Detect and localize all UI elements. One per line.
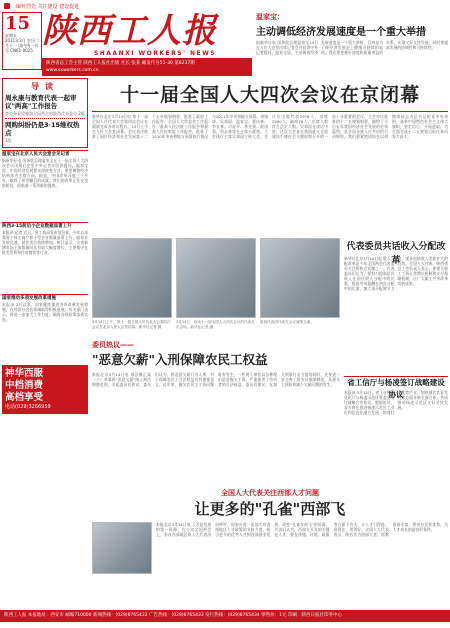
footer-bar: 陕西工人报 本报地址：西安市 邮编710000 新闻热线：(029)8765432 广告热线：(029)8765433 发行热线：(029)8765434 零售价：1元 印刷：陕西日报社印务中心 bbox=[0, 610, 450, 622]
strip-dot-icon bbox=[4, 3, 10, 9]
ad-line-2: 中档消费 bbox=[5, 380, 44, 391]
right-section-headline[interactable]: 省工信厅与杨凌签订战略建设协议 bbox=[344, 376, 448, 388]
left-section-headline[interactable]: 国家推动多项发展改革措施 bbox=[2, 294, 88, 302]
masthead-info-bar: 陕西省总工会主管 陕西工人报社出版 社长 张某 邮发代号51-30 第8237期 www.sxworkers.com.cn bbox=[42, 58, 252, 76]
guide-box bbox=[2, 78, 88, 148]
guide-item-sub: 李克强看望参加全国两会的陕西代表委员 2版 bbox=[5, 111, 85, 116]
bottom-kicker: 全国人大代表关注西部人才问题 bbox=[221, 489, 319, 497]
photo-delegates bbox=[176, 238, 256, 318]
masthead-title: 陕西工人报 bbox=[42, 11, 217, 51]
photo-shaanxi-delegation bbox=[260, 238, 340, 318]
date-day: 15 bbox=[5, 13, 31, 34]
left-column bbox=[2, 78, 88, 608]
main-article-body: 新华社北京3月14日电 第十一届全国人民代表大会第四次会议在圆满完成各项议程后，14日上午在人民大会堂闭幕。会议表决批准了国民经济和社会发展第十二个五年规划纲要，批准了政府工作报告、全国人大常委会工作报告、最高人民法院工作报告和最高人民检察院工作报告，批准了2010年中央和地方预算执行情况与2011年中央和地方预算。胡锦涛、吴邦国、温家宝、贾庆林、李长春、习近平、李克强、贺国强、周永康等在主席台就座。大会执行主席吴邦国主持大会。会议应出席代表2978人，出席2900人，缺席78人，出席人数符合法定人数。吴邦国在讲话中说，这次大会是在我国进入全面建设小康社会关键时期召开的一次十分重要的会议。大会审议批准的十二五规划纲要，描绘了今后五年我国经济社会发展的宏伟蓝图，是全国各族人民共同的行动纲领。我们要紧密团结在以胡锦涛同志为总书记的党中央周围，高举中国特色社会主义伟大旗帜，坚定信心、开拓进取，为全面完成十二五规划目标任务而努力奋斗。 bbox=[92, 114, 448, 139]
main-headline[interactable]: 十一届全国人大四次会议在京闭幕 bbox=[119, 84, 420, 106]
top-right-body: 据新华社电 国务院总理温家宝14日在人民大会堂出席记者会并回答中外记者提问。温家宝说，主动调低经济发展速度是一个重大举措，目的是为了使经济发展走上健康可持续的轨道。我们要把握好速度和质量效益的关系，实现又好又快发展。同时要提高发展的协调性和可持续性。 bbox=[256, 40, 448, 55]
top-right-article bbox=[256, 12, 448, 76]
top-right-kicker: 温家宝： bbox=[256, 13, 284, 21]
top-right-headline[interactable]: 主动调低经济发展速度是一个重大举措 bbox=[256, 27, 426, 38]
ad-phone: 电话(029)3266959 bbox=[5, 404, 51, 410]
guide-title: 导读 bbox=[31, 82, 59, 91]
right-article-body: 新华社北京3月14日电 收入分配改革是今年全国两会代表委员关注的热点话题之一。代表委员们认为，要努力提高居民收入在国民收入分配中的比重，提高劳动报酬在初次分配中的比重，加大再分配调节力度，逐步扭转收入差距扩大的趋势。全国人大代表、陕西省总工会负责人表示，要建立职工工资正常增长机制和支付保障机制，让广大职工共享改革发展成果。 bbox=[344, 256, 448, 291]
date-weekday: 星期五 bbox=[5, 33, 17, 38]
left-section-headline[interactable]: 温家宝在北京人民大会堂会见记者 bbox=[2, 150, 88, 158]
masthead bbox=[42, 12, 254, 50]
photo-congress-hall bbox=[92, 238, 172, 318]
right-headline[interactable]: 代表委员共话收入分配改革 bbox=[346, 242, 446, 266]
date-box bbox=[2, 12, 42, 70]
bottom-headline[interactable]: 让更多的"孔雀"西部飞 bbox=[194, 500, 346, 518]
guide-item-sub: 1版 bbox=[5, 138, 12, 143]
guide-item-headline[interactable]: 周永康与教育代表一起审议"两高"工作报告 bbox=[5, 94, 77, 110]
advertisement[interactable] bbox=[2, 365, 88, 414]
photo-bottom bbox=[92, 522, 152, 574]
left-section-body: 据新华社电 国务院总理温家宝在十一届全国人大四次会议闭幕后会见中外记者并回答提问。温家宝说，中国经济发展要实现转变方式，要把调整经济结构作为主攻方向。他说，中国改革开放三十多年，取得了举世瞩目的成就。我们的改革正处在攻坚阶段，面临着一系列新的挑战。 bbox=[2, 158, 88, 188]
main-divider bbox=[92, 111, 448, 112]
mid-headline[interactable]: "恶意欠薪"入刑保障农民工权益 bbox=[92, 352, 268, 367]
ad-line-3: 高档享受 bbox=[5, 392, 44, 403]
mid-article-body: 本报北京3月14日电 刑法修正案（八）草案将"恶意欠薪"纳入刑法调整范围，引起委员们热议。委员们认为，将恶意欠薪行为入刑，对于保障农民工合法权益具有重要意义。近年来，拖欠农民工工资问题时有发生，一些用人单位以各种理由恶意拖欠工资，严重损害了劳动者的合法权益。委员们建议，在加大刑事打击力度的同时，还要进一步完善工资支付保障制度，从源头上预防和减少欠薪问题的发生。 bbox=[92, 372, 340, 387]
ad-line-1: 神华西服 bbox=[5, 368, 44, 379]
date-meta: 2011年3月 农历二月十一 国内统一刊号 CN61-0025 bbox=[5, 38, 39, 53]
mid-kicker: 委员热议—— bbox=[92, 341, 134, 349]
left-section-body: 本报讯 2月以来，国家继续推进各项改革发展措施，在经济社会各领域取得积极进展。有关部门表示，将进一步加大工作力度，确保各项政策落到实处。 bbox=[2, 302, 88, 322]
left-section-headline[interactable]: 陕西3·15前后小企业数据显著上升 bbox=[2, 222, 88, 230]
bottom-article-body: 本报北京3月14日电 人才是发展的第一资源。在今年全国两会上，来自西部地区的人大代表纷纷呼吁，国家应进一步加大对西部地区人才政策的支持力度，吸引更多的优秀人才到西部创业发展，改变"孔雀东南飞"的局面。代表们认为，西部大开发的关键在人才，要在待遇、环境、政策等方面下功夫，让人才引得进、留得住、用得好。全国人大代表表示，陕西作为西部大省，科教资源丰富，要充分发挥优势，为人才成长创造良好条件。 bbox=[156, 522, 448, 537]
guide-item-headline[interactable]: 网购纠纷仍是3·15维权热点 bbox=[5, 118, 85, 137]
masthead-english: SHAANXI WORKERS' NEWS bbox=[93, 50, 217, 57]
photo-caption: 陕西代表团代表在会议间隙交流。 bbox=[260, 320, 314, 324]
left-section-body: 本报讯 记者 近日，省工商局发布消息称，今年以来我省个体工商户和小型企业数量显著上升，服务业发展迅速，就业岗位持续增加。统计显示，全省新增市场主体数量同比有较大幅度增长，主要集中在批发零售和住宿餐饮等行业。 bbox=[2, 230, 88, 255]
photo-caption: 3月14日上午，第十一届全国人民代表大会第四次会议在北京人民大会堂闭幕。新华社记者 摄 bbox=[92, 320, 171, 329]
right-section-body: 本报讯 3月12日，省工业和信息化厅与杨凌示范区管委会签订战略合作协议。根据协议，双方将在推进杨凌示范区工业化和信息化融合发展、培育壮大优势产业、加快现代农业发展等方面开展全面合作，共同推动杨凌示范区又好又快发展。 bbox=[344, 390, 448, 415]
top-strip-label: 缅怀烈先 关注建设 建设促进 bbox=[16, 3, 80, 10]
photo-caption: 3月14日，出席十一届全国人大四次会议的代表走出会场。新华社记者 摄 bbox=[176, 320, 255, 329]
